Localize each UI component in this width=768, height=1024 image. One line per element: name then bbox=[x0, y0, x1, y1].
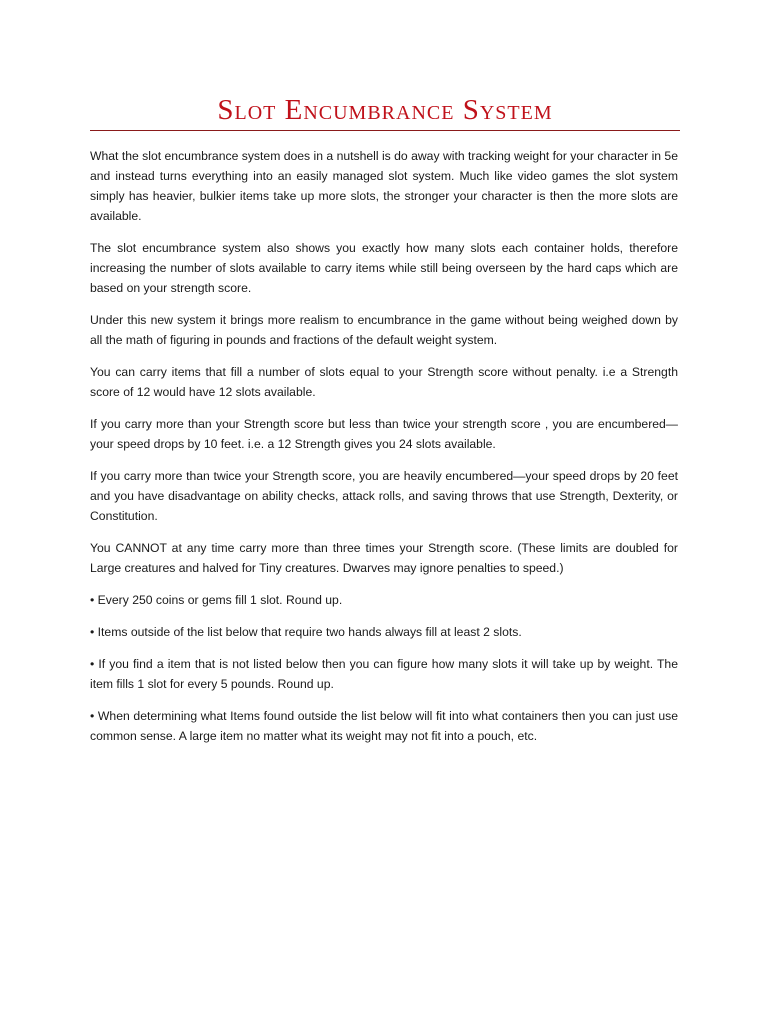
bullet-common-sense: • When determining what Items found outside the list below will fit into what containers then you can just use common sense. A large item no matter what its weight may not fit into a pouch, etc. bbox=[90, 709, 678, 743]
paragraph-realism: Under this new system it brings more realism to encumbrance in the game without being weighed down by all the math of figuring in pounds and fractions of the default weight system. bbox=[90, 313, 678, 347]
page-title: Slot Encumbrance System bbox=[217, 94, 553, 126]
paragraph-max-limit: You CANNOT at any time carry more than three times your Strength score. (These limits are doubled for Large creatures and halved for Tiny creatures. Dwarves may ignore penalties to speed.) bbox=[90, 541, 678, 575]
paragraph-intro: What the slot encumbrance system does in a nutshell is do away with tracking weight for your character in 5e and instead turns everything into an easily managed slot system. Much like video games the slot system simply has heavier, bulkier items take up more slots, the stronger your character is then the more slots are available. bbox=[90, 149, 678, 223]
bullet-two-handed: • Items outside of the list below that require two hands always fill at least 2 slots. bbox=[90, 625, 522, 639]
body-text bbox=[90, 146, 678, 758]
paragraph-heavily-encumbered: If you carry more than twice your Strength score, you are heavily encumbered—your speed drops by 20 feet and you have disadvantage on ability checks, attack rolls, and saving throws that use Strength, Dexterity, or Constitution. bbox=[90, 469, 678, 523]
title-divider bbox=[90, 130, 680, 131]
paragraph-containers: The slot encumbrance system also shows you exactly how many slots each container holds, therefore increasing the number of slots available to carry items while still being overseen by the hard caps which are based on your strength score. bbox=[90, 241, 678, 295]
bullet-weight-rule: • If you find a item that is not listed below then you can figure how many slots it will take up by weight. The item fills 1 slot for every 5 pounds. Round up. bbox=[90, 657, 678, 691]
bullet-coins: • Every 250 coins or gems fill 1 slot. Round up. bbox=[90, 593, 343, 607]
paragraph-encumbered: If you carry more than your Strength score but less than twice your strength score , you are encumbered—your speed drops by 10 feet. i.e. a 12 Strength gives you 24 slots available. bbox=[90, 417, 678, 451]
paragraph-base-capacity: You can carry items that fill a number of slots equal to your Strength score without penalty. i.e a Strength score of 12 would have 12 slots available. bbox=[90, 365, 678, 399]
